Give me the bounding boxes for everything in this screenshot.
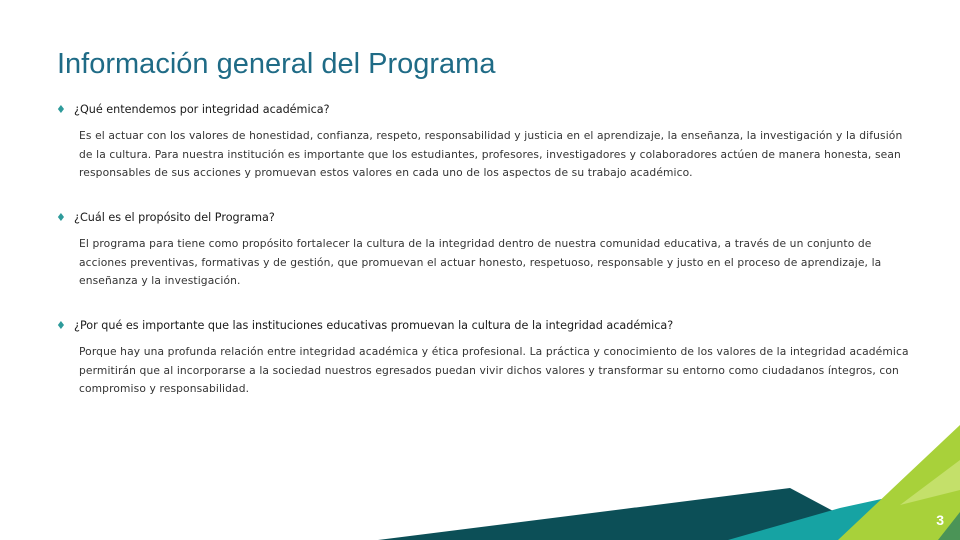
answer-text: El programa para tiene como propósito fortalecer la cultura de la integridad dentro de nuestra comunidad educativa, a través de un conjunto de acciones preventivas, formativas y de gestión, que promuevan el actuar honesto, respetuoso, responsable y justo en el proceso de aprendizaje, la enseñanza y la investigación. bbox=[79, 237, 882, 287]
page-number: 3 bbox=[936, 512, 944, 528]
section-why-important bbox=[56, 317, 916, 399]
question-text: ¿Qué entendemos por integridad académica? bbox=[74, 103, 330, 116]
question-text: ¿Cuál es el propósito del Programa? bbox=[74, 211, 275, 224]
diamond-bullet-icon: ♦ bbox=[56, 211, 66, 224]
question-text: ¿Por qué es importante que las instituciones educativas promuevan la cultura de la integridad académica? bbox=[74, 319, 674, 332]
section-program-purpose bbox=[56, 209, 916, 291]
question-row bbox=[56, 209, 916, 229]
question-row bbox=[56, 317, 916, 337]
diamond-bullet-icon: ♦ bbox=[56, 319, 66, 332]
question-row bbox=[56, 101, 916, 121]
page-title: Información general del Programa bbox=[57, 48, 496, 80]
section-integrity-definition bbox=[56, 101, 916, 183]
answer-text: Porque hay una profunda relación entre integridad académica y ética profesional. La práctica y conocimiento de los valores de la integridad académica permitirán que al incorporarse a la sociedad nuestros egresados puedan vivir dichos valores y transformar su entorno como ciudadanos íntegros, con compromiso y responsabilidad. bbox=[79, 345, 909, 395]
answer-text: Es el actuar con los valores de honestidad, confianza, respeto, responsabilidad y justicia en el aprendizaje, la enseñanza, la investigación y la difusión de la cultura. Para nuestra institución es importante que los estudiantes, profesores, investigadores y colaboradores actúen de manera honesta, sean responsables de sus acciones y promuevan estos valores en cada uno de los aspectos de su trabajo académico. bbox=[79, 129, 903, 179]
diamond-bullet-icon: ♦ bbox=[56, 103, 66, 116]
